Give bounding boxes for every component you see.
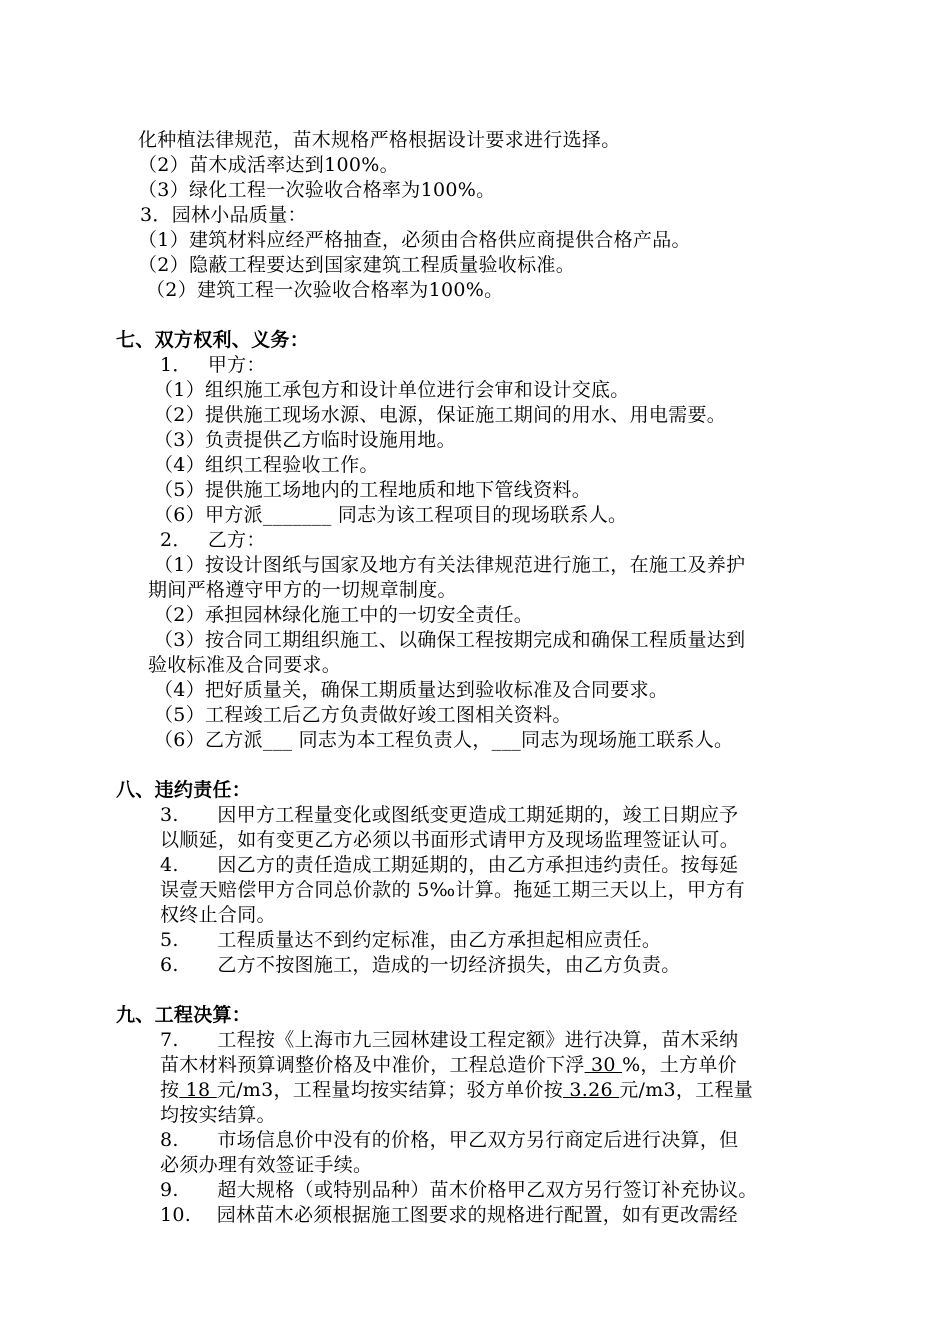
party-a-item: （5）提供施工场地内的工程地质和地下管线资料。	[154, 479, 591, 501]
earthwork-price-value: 18	[179, 1079, 217, 1101]
party-b-item: （2）承担园林绿化施工中的一切安全责任。	[154, 604, 534, 626]
section-heading-settlement: 九、工程决算：	[116, 1004, 252, 1026]
text-fragment: 元/m3，工程量均按实结算；驳方单价按	[216, 1079, 563, 1101]
text-fragment: %，土方单价	[622, 1054, 737, 1076]
blank-field: ___	[262, 729, 293, 751]
party-a-title: 1． 甲方：	[160, 354, 266, 376]
quality-text-line: （2）苗木成活率达到100%。	[138, 154, 399, 176]
settlement-item: 10. 园林苗木必须根据施工图要求的规格进行配置，如有更改需经	[160, 1204, 738, 1226]
quality-text-line: （2）隐蔽工程要达到国家建筑工程质量验收标准。	[138, 254, 575, 276]
settlement-item-cont: 必须办理有效签证手续。	[160, 1154, 373, 1176]
quality-text-line: （1）建筑材料应经严格抽查，必须由合格供应商提供合格产品。	[138, 229, 691, 251]
party-b-item: （1）按设计图纸与国家及地方有关法律规范进行施工，在施工及养护	[154, 554, 746, 576]
text-fragment: 苗木材料预算调整价格及中准价，工程总造价下浮	[160, 1054, 585, 1076]
party-a-item: （1）组织施工承包方和设计单位进行会审和设计交底。	[154, 379, 630, 401]
quality-subheading: 3．园林小品质量：	[140, 204, 307, 226]
section-heading-breach: 八、违约责任：	[116, 779, 252, 801]
text-fragment: 元/m3，工程量	[619, 1079, 754, 1101]
text-fragment: （6）乙方派	[154, 729, 263, 751]
quality-text-line: 化种植法律规范，苗木规格严格根据设计要求进行选择。	[138, 129, 621, 151]
party-b-title: 2． 乙方：	[160, 529, 266, 551]
discount-value: 30	[584, 1054, 623, 1076]
settlement-item: 9. 超大规格（或特别品种）苗木价格甲乙双方另行签订补充协议。	[160, 1179, 758, 1201]
party-b-item: （5）工程竣工后乙方负责做好竣工图相关资料。	[154, 704, 572, 726]
breach-item-cont: 权终止合同。	[160, 904, 276, 926]
settlement-item-cont: 均按实结算。	[160, 1104, 276, 1126]
quality-text-line: （2）建筑工程一次验收合格率为100%。	[146, 279, 504, 301]
party-a-item: （3）负责提供乙方临时设施用地。	[154, 429, 456, 451]
blank-field: _______	[262, 504, 332, 526]
party-b-item-cont: 验收标准及合同要求。	[148, 654, 342, 676]
breach-item: 5. 工程质量达不到约定标准，由乙方承担起相应责任。	[160, 929, 662, 951]
breach-item-cont: 以顺延，如有变更乙方必须以书面形式请甲方及现场监理签证认可。	[160, 829, 740, 851]
section-heading-rights: 七、双方权利、义务：	[116, 329, 310, 351]
settlement-item: 7. 工程按《上海市九三园林建设工程定额》进行决算，苗木采纳	[160, 1029, 739, 1051]
breach-item-cont: 误壹天赔偿甲方合同总价款的 5‰计算。拖延工期三天以上，甲方有	[160, 879, 745, 901]
text-fragment: 同志为该工程项目的现场联系人。	[331, 504, 628, 526]
party-b-item: （4）把好质量关，确保工期质量达到验收标准及合同要求。	[154, 679, 669, 701]
settlement-item-cont	[160, 1053, 737, 1077]
breach-item: 4. 因乙方的责任造成工期延期的，由乙方承担违约责任。按每延	[160, 854, 739, 876]
text-fragment: 同志为本工程负责人，	[292, 729, 492, 751]
party-a-item: （2）提供施工现场水源、电源，保证施工期间的用水、用电需要。	[154, 404, 727, 426]
party-a-item: （4）组织工程验收工作。	[154, 454, 379, 476]
text-fragment: （6）甲方派	[154, 504, 263, 526]
breach-item: 3. 因甲方工程量变化或图纸变更造成工期延期的，竣工日期应予	[160, 804, 739, 826]
party-a-item-contact	[154, 503, 627, 527]
quality-text-line: （3）绿化工程一次验收合格率为100%。	[138, 179, 496, 201]
party-b-item-cont: 期间严格遵守甲方的一切规章制度。	[148, 579, 457, 601]
party-b-item-contact	[154, 728, 733, 752]
text-fragment: 同志为现场施工联系人。	[521, 729, 734, 751]
settlement-item: 8. 市场信息价中没有的价格，甲乙双方另行商定后进行决算，但	[160, 1129, 739, 1151]
party-b-item: （3）按合同工期组织施工、以确保工程按期完成和确保工程质量达到	[154, 629, 746, 651]
blank-field: ___	[491, 729, 522, 751]
settlement-item-cont	[160, 1078, 753, 1102]
barge-price-value: 3.26	[563, 1079, 620, 1101]
text-fragment: 按	[160, 1079, 180, 1101]
breach-item: 6. 乙方不按图施工，造成的一切经济损失，由乙方负责。	[160, 954, 681, 976]
